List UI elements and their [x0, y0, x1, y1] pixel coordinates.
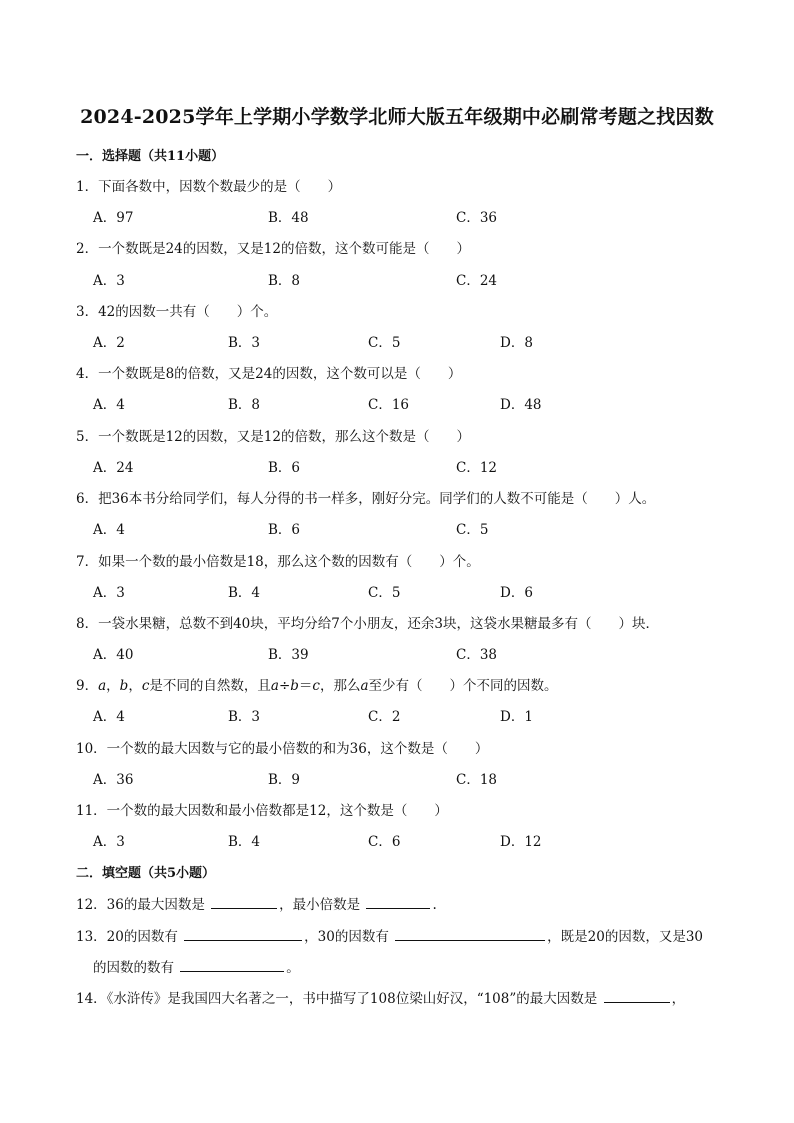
q4-option-d: D．48	[500, 397, 542, 413]
q9-expr-b: b	[290, 678, 299, 694]
q12-blank-1	[211, 896, 277, 909]
q10-option-b: B．9	[268, 772, 301, 788]
q2-option-a: A．3	[93, 273, 125, 289]
q9-eq: ＝	[298, 678, 313, 694]
q8-option-c: C．38	[456, 647, 498, 663]
q3-option-c: C．5	[368, 335, 401, 351]
q9-then: ，那么	[319, 678, 361, 694]
q9-option-a: A．4	[93, 709, 125, 725]
question-2: 2．一个数既是24的因数，又是12的倍数，这个数可能是（ ）	[76, 241, 470, 257]
q12-text-1: 12．36的最大因数是	[76, 897, 205, 913]
q2-option-b: B．8	[268, 273, 301, 289]
q6-option-a: A．4	[93, 522, 125, 538]
q10-option-a: A．36	[93, 772, 134, 788]
question-7: 7．如果一个数的最小倍数是18，那么这个数的因数有（ ）个。	[76, 554, 480, 570]
q9-expr-a: a	[270, 678, 279, 694]
question-13	[76, 925, 703, 945]
q11-option-d: D．12	[500, 834, 542, 850]
q8-option-a: A．40	[93, 647, 134, 663]
q14-text-1: 14．《水浒传》是我国四大名著之一，书中描写了108位梁山好汉，“108”的最大因数是	[76, 991, 598, 1007]
question-12	[76, 893, 437, 913]
q13-blank-3	[180, 959, 284, 972]
question-8: 8．一袋水果糖，总数不到40块，平均分给7个小朋友，还余3块，这袋水果糖最多有（ ）块．	[76, 616, 659, 632]
q7-option-b: B．4	[228, 585, 261, 601]
question-14	[76, 987, 685, 1007]
q9-sep1: ，	[106, 678, 120, 694]
q2-option-c: C．24	[456, 273, 498, 289]
q3-option-b: B．3	[228, 335, 261, 351]
q7-option-a: A．3	[93, 585, 125, 601]
q13-text-2: ，30的因数有	[304, 929, 389, 945]
question-13-cont	[93, 956, 300, 976]
question-11: 11．一个数的最大因数和最小倍数都是12，这个数是（ ）	[76, 803, 448, 819]
q9-var-a: a	[98, 678, 107, 694]
q14-text-2: ，	[671, 991, 686, 1007]
q12-text-2: ，最小倍数是	[279, 897, 361, 913]
q8-option-b: B．39	[268, 647, 309, 663]
q13-text-5: 。	[286, 960, 300, 976]
q13-text-4: 的因数的数有	[93, 960, 174, 976]
question-1: 1．下面各数中，因数个数最少的是（ ）	[76, 179, 342, 195]
q7-option-d: D．6	[500, 585, 533, 601]
question-10: 10．一个数的最大因数与它的最小倍数的和为36，这个数是（ ）	[76, 741, 489, 757]
q14-blank-1	[604, 990, 670, 1003]
q5-option-a: A．24	[93, 460, 134, 476]
q10-option-c: C．18	[456, 772, 498, 788]
q7-option-c: C．5	[368, 585, 401, 601]
q11-option-a: A．3	[93, 834, 125, 850]
q9-var-c: c	[141, 678, 150, 694]
q9-option-d: D．1	[500, 709, 533, 725]
q9-sep2: ，	[128, 678, 142, 694]
question-5: 5．一个数既是12的因数，又是12的倍数，那么这个数是（ ）	[76, 429, 470, 445]
q12-text-3: .	[432, 897, 437, 913]
q13-text-3: ，既是20的因数，又是30	[547, 929, 703, 945]
q9-mid: 是不同的自然数，且	[149, 678, 271, 694]
q9-div: ÷	[278, 678, 291, 694]
q9-number: 9．	[76, 678, 99, 694]
q13-blank-1	[184, 928, 302, 941]
q6-option-c: C．5	[456, 522, 489, 538]
q5-option-b: B．6	[268, 460, 301, 476]
q9-option-b: B．3	[228, 709, 261, 725]
q9-end: 至少有（ ）个不同的因数。	[368, 678, 558, 694]
q4-option-b: B．8	[228, 397, 261, 413]
question-3: 3．42的因数一共有（ ）个。	[76, 304, 278, 320]
q9-option-c: C．2	[368, 709, 401, 725]
q1-option-b: B．48	[268, 210, 309, 226]
q9-var-a2: a	[360, 678, 369, 694]
q11-option-b: B．4	[228, 834, 261, 850]
q13-blank-2	[395, 928, 545, 941]
q11-option-c: C．6	[368, 834, 401, 850]
question-6: 6．把36本书分给同学们，每人分得的书一样多，刚好分完。同学们的人数不可能是（ ）人。	[76, 491, 656, 507]
q1-option-c: C．36	[456, 210, 498, 226]
question-9	[76, 674, 558, 694]
q9-var-b: b	[119, 678, 129, 694]
question-4: 4．一个数既是8的倍数，又是24的因数，这个数可以是（ ）	[76, 366, 462, 382]
q12-blank-2	[366, 896, 430, 909]
section-heading-choice: 一．选择题（共11小题）	[76, 149, 225, 164]
document-title: 2024-2025学年上学期小学数学北师大版五年级期中必刷常考题之找因数	[80, 106, 714, 128]
q9-expr-c: c	[312, 678, 320, 694]
q4-option-c: C．16	[368, 397, 410, 413]
q5-option-c: C．12	[456, 460, 498, 476]
section-heading-fill: 二．填空题（共5小题）	[76, 866, 216, 881]
q1-option-a: A．97	[93, 210, 134, 226]
q6-option-b: B．6	[268, 522, 301, 538]
q13-text-1: 13．20的因数有	[76, 929, 178, 945]
q3-option-a: A．2	[93, 335, 125, 351]
q3-option-d: D．8	[500, 335, 533, 351]
q4-option-a: A．4	[93, 397, 125, 413]
